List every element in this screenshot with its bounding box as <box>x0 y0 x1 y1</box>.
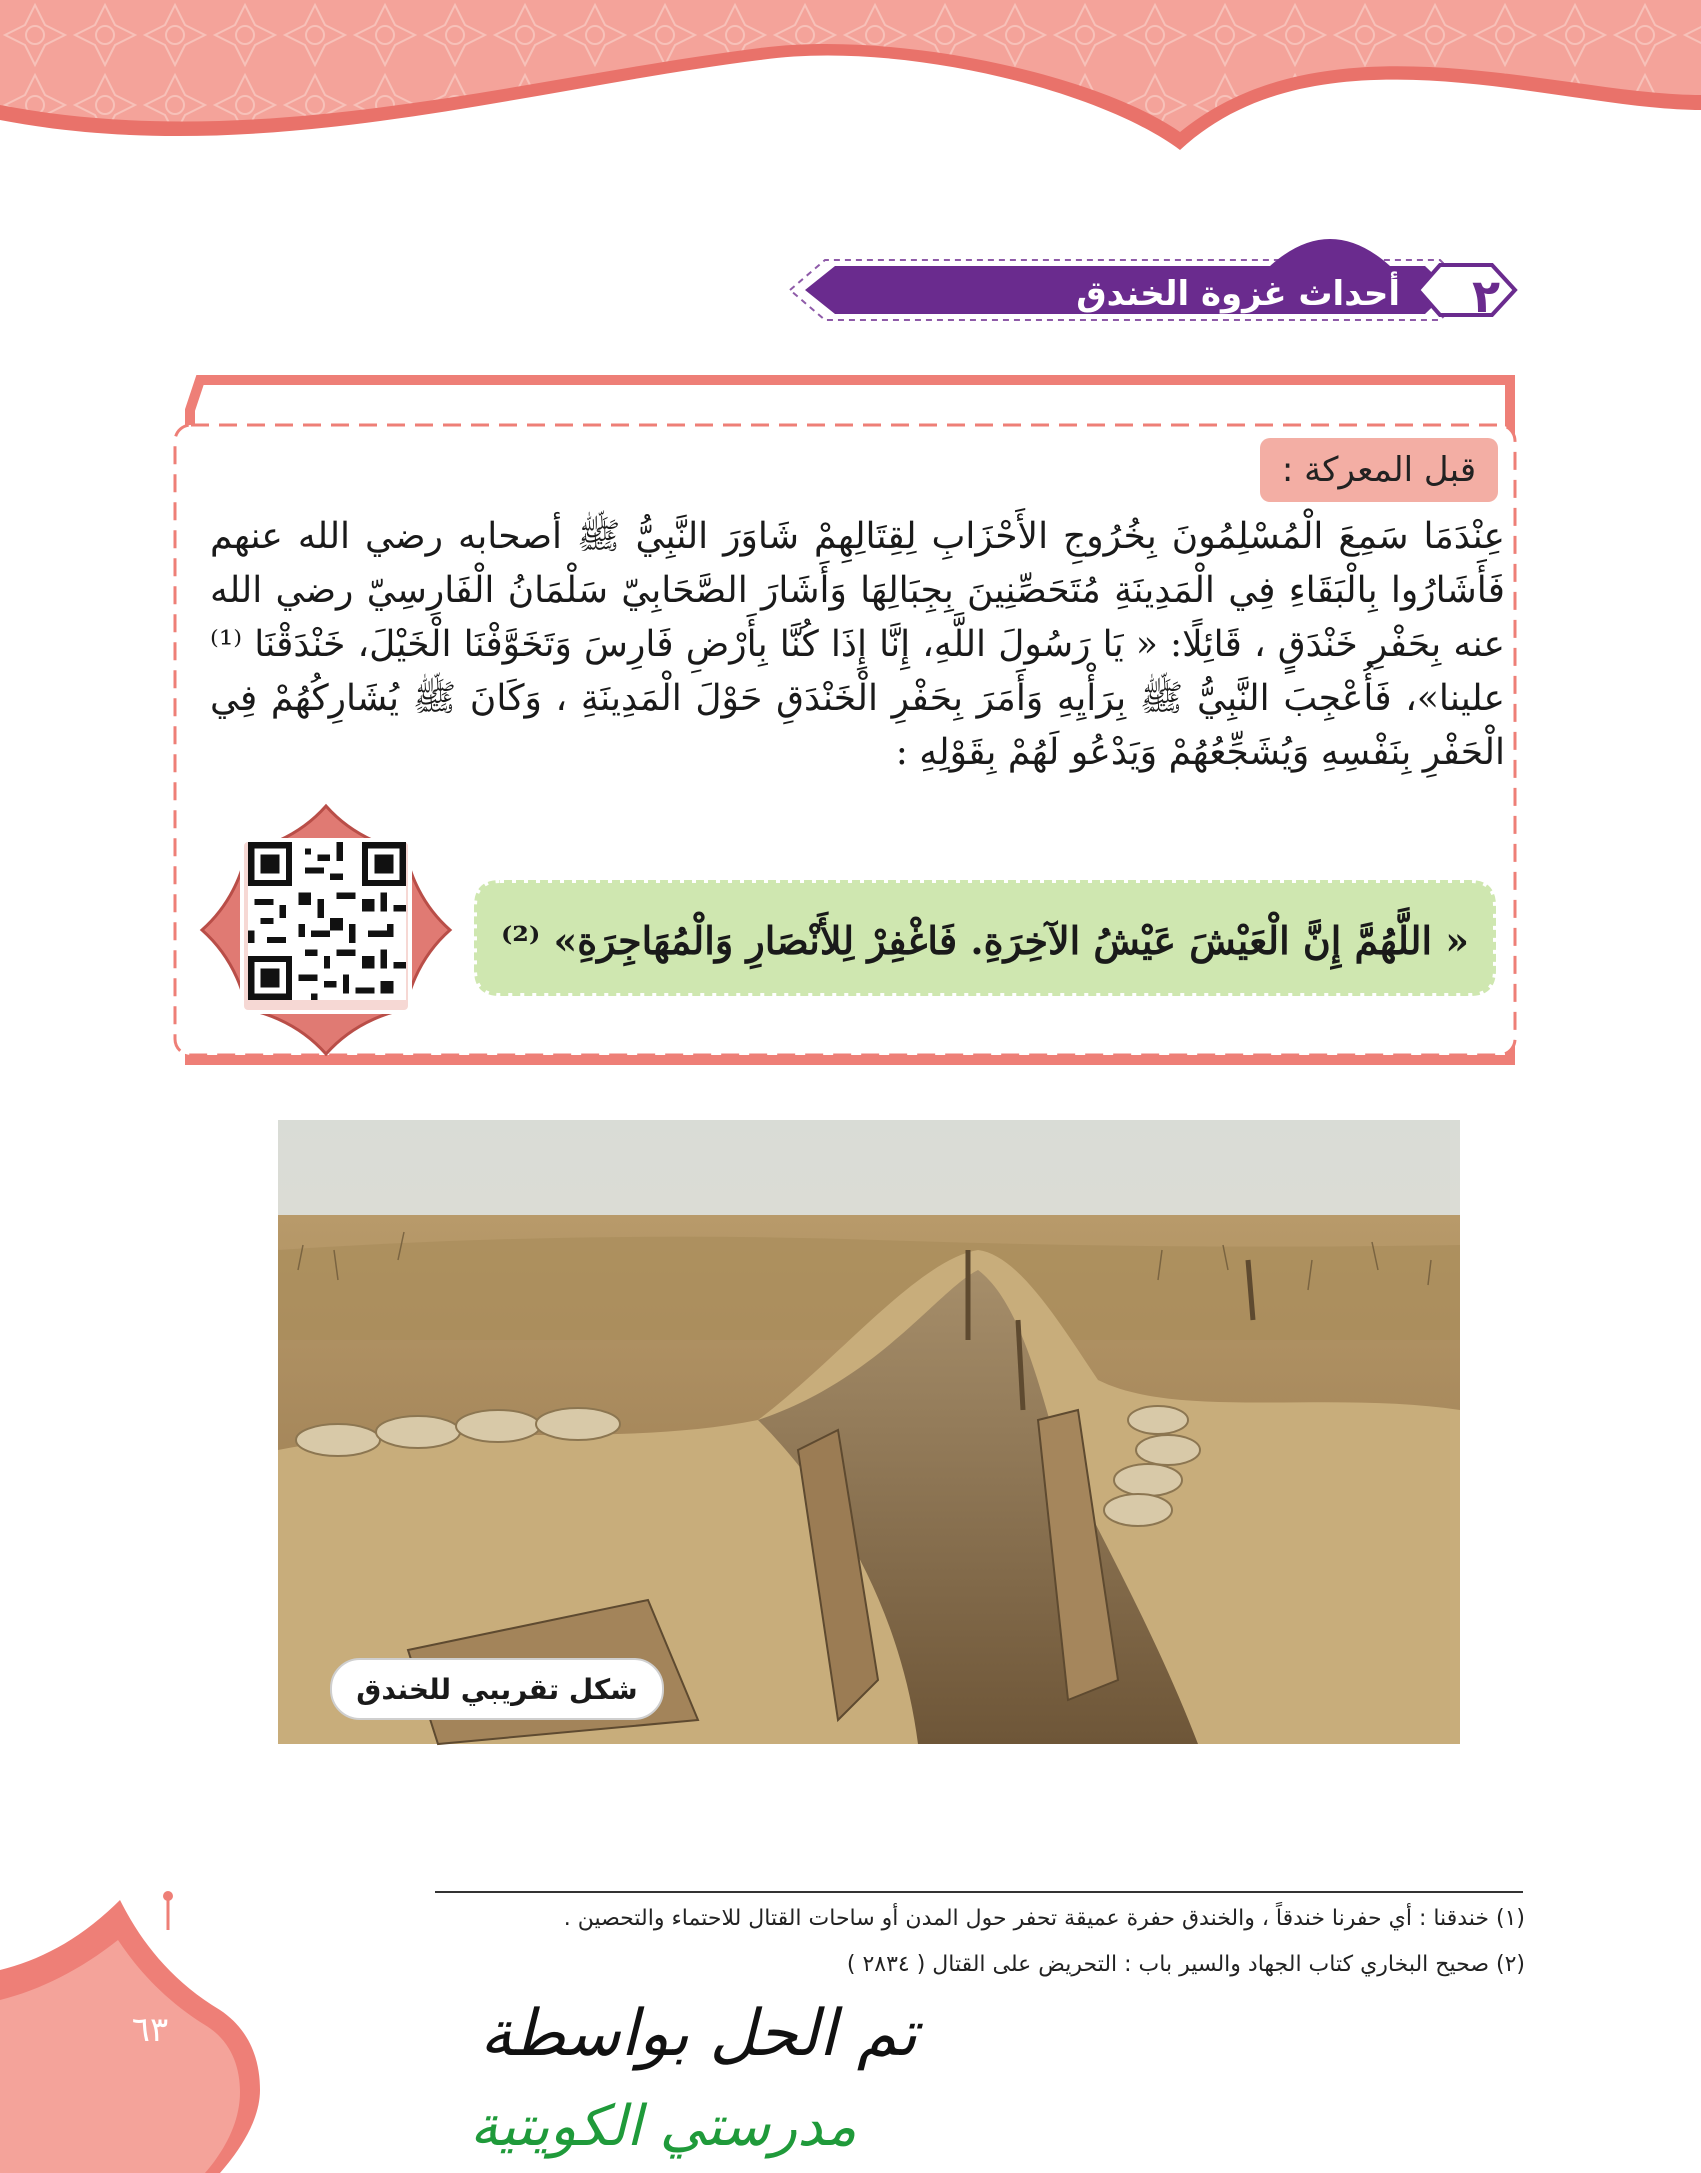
narrative-paragraph: عِنْدَمَا سَمِعَ الْمُسْلِمُونَ بِخُرُوجِ الأَحْزَابِ لِقِتَالِهِمْ شَاوَرَ النَّبِيُّ ﷺ أصحابه رضي الله عنهم فَأَشَارُوا بِالْبَقَاءِ فِي الْمَدِينَةِ مُتَحَصِّنِينَ بِجِبَالِهَا وَأَشَارَ الصَّحَابِيّ سَلْمَانُ الْفَارِسِيّ رضي الله عنه بِحَفْرِ خَنْدَقٍ ، قَائِلًا: « يَا رَسُولَ اللَّهِ، إِنَّا إِذَا كُنَّا بِأَرْضِ فَارِسَ وَتَخَوَّفْنَا الْخَيْلَ، خَنْدَقْنَا ⁽¹⁾ علينا»، فَأُعْجِبَ النَّبِيُّ ﷺ بِرَأْيِهِ وَأَمَرَ بِحَفْرِ الْخَنْدَقِ حَوْلَ الْمَدِينَةِ ، وَكَانَ ﷺ يُشَارِكُهُمْ فِي الْحَفْرِ بِنَفْسِهِ وَيُشَجِّعُهُمْ وَيَدْعُو لَهُمْ بِقَوْلِهِ : <box>210 516 1505 773</box>
top-decorative-banner <box>0 0 1701 170</box>
page-number: ٦٣ <box>131 2010 169 2050</box>
prayer-quote: « اللَّهُمَّ إِنَّ الْعَيْشَ عَيْشُ الآخِرَةِ. فَاغْفِرْ لِلأَنْصَارِ وَالْمُهَاجِرَةِ» ⁽²⁾ <box>500 917 1470 963</box>
qr-code[interactable] <box>248 842 406 1000</box>
svg-text:مدرستي الكويتية: مدرستي الكويتية <box>470 2094 857 2159</box>
footnote-1: (١) خندقنا : أي حفرنا خندقاً ، والخندق حفرة عميقة تحفر حول المدن أو ساحات القتال للاحتماء والتحصين . <box>563 1906 1525 1931</box>
trench-photo <box>278 1120 1460 1744</box>
handwritten-stamp <box>30 1985 918 2165</box>
svg-text:تم الحل بواسطة: تم الحل بواسطة <box>480 1997 918 2071</box>
footnote-2: (٢) صحيح البخاري كتاب الجهاد والسير باب : التحريض على القتال ( ٢٨٣٤ ) <box>846 1952 1525 1977</box>
footnote-divider <box>435 1891 1523 1893</box>
before-battle-label: قبل المعركة : <box>1260 438 1498 502</box>
section-title: أحداث غزوة الخندق <box>1076 274 1400 314</box>
photo-caption: شكل تقريبي للخندق <box>330 1658 664 1720</box>
section-number: ٢ <box>1471 269 1501 323</box>
